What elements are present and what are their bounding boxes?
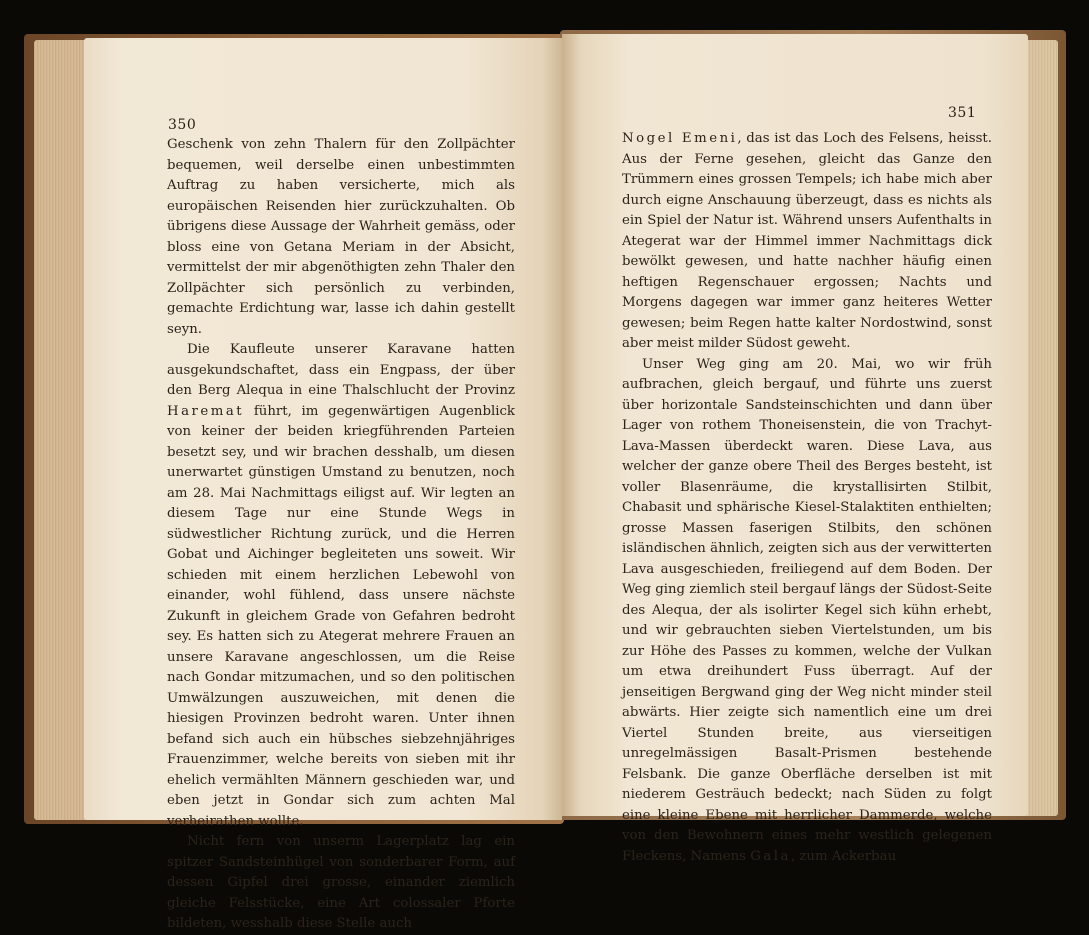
left-paragraph-2 — [167, 340, 515, 832]
right-page-text — [622, 129, 992, 867]
left-paragraph-3: Nicht fern von unserm Lagerplatz lag ein spitzer Sandsteinhügel von sonderbarer Form, auf dessen Gipfel drei grosse, einander ziemlich gleiche Felsstücke, eine Art colossaler Pforte bildeten, wesshalb diese Stelle auch — [167, 834, 515, 931]
right-paragraph-2 — [622, 355, 992, 868]
page-number-right: 351 — [948, 105, 977, 121]
place-name-gala: Gala — [750, 848, 791, 864]
left-page — [84, 38, 562, 931]
right-paragraph-1-rest: , das ist das Loch des Felsens, heisst. Aus der Ferne gesehen, gleicht das Ganze den Trümmern eines grossen Tempels; ich habe mich aber durch eigne Anschauung überzeugt, dass es nichts als ein Spiel der Natur ist. Während unsers Aufenthalts in Ategerat war der Himmel immer Nachmittags dick bewölkt gewesen, und hatte nachher häufig einen heftigen Regenschauer ergossen; Nachts und Morgens dagegen war immer ganz heiteres Wetter gewesen; beim Regen hatte kalter Nordostwind, sonst aber meist milder Südost geweht. — [622, 131, 992, 351]
right-paragraph-2-start: Unser Weg ging am 20. Mai, wo wir früh aufbrachen, gleich bergauf, und führte uns zuerst über horizontale Sandsteinschichten und dann über Lager von rothem Thoneisenstein, die von Trachyt-Lava-Massen überdeckt waren. Diese Lava, aus welcher der ganze obere Theil des Berges besteht, ist voller Blasenräume, die krystallisirten Stilbit, Chabasit und sphärische Kiesel-Stalaktiten enthielten; grosse Massen faserigen Stilbits, den schönen isländischen ähnlich, zeigten sich aus der verwitterten Lava ausgeschieden, freiliegend auf dem Boden. Der Weg ging ziemlich steil bergauf längs der Südost-Seite des Alequa, der als isolirter Kegel sich kühn erhebt, und wir gebrauchten sieben Viertelstunden, um bis zur Höhe des Passes zu kommen, welche der Vulkan um etwa dreihundert Fuss überragt. Auf der jenseitigen Bergwand ging der Weg nicht minder steil abwärts. Hier zeigte sich namentlich eine um drei Viertel Stunden breite, aus vierseitigen unregelmässigen Basalt-Prismen bestehende Felsbank. Die ganze Oberfläche derselben ist mit niederem Gesträuch bedeckt; nach Süden zu folgt eine kleine Ebene mit herrlicher Dammerde, welche von den Bewohnern eines mehr westlich gelegenen Fleckens, Namens — [622, 356, 992, 864]
left-page-text — [167, 135, 515, 935]
right-paragraph-1 — [622, 129, 992, 355]
page-edges-right — [1026, 40, 1058, 816]
province-name: Haremat — [167, 403, 245, 419]
left-paragraph-2-rest: führt, im gegenwärtigen Augenblick von keiner der beiden kriegführenden Parteien besetzt sey, und wir brachen desshalb, um diesen unerwartet günstigen Umstand zu benutzen, noch am 28. Mai Nachmittags eiligst auf. Wir legten an diesem Tage nur eine Stunde Wegs in südwestlicher Richtung zurück, und die Herren Gobat und Aichinger begleiteten uns soweit. Wir schieden mit einem herzlichen Lebewohl von einander, wohl fühlend, dass unsere nächste Zukunft in gleichem Grade von Gefahren bedroht sey. Es hatten sich zu Ategerat mehrere Frauen an unsere Karavane angeschlossen, um die Reise nach Gondar mitzumachen, und so den politischen Umwälzungen auszuweichen, mit denen die hiesigen Provinzen bedroht waren. Unter ihnen befand sich auch ein hübsches siebzehnjähriges Frauenzimmer, welche bereits von sieben mit ihr ehelich vermählten Männern geschieden war, und eben jetzt in Gondar sich zum achten Mal verheirathen wollte. — [167, 403, 515, 829]
left-paragraph-2-start: Die Kaufleute unserer Karavane hatten ausgekundschaftet, dass ein Engpass, der über den Berg Alequa in eine Thalschlucht der Provinz — [167, 342, 515, 398]
right-page — [562, 34, 1028, 864]
right-paragraph-2-rest: , zum Ackerbau — [790, 848, 897, 864]
left-paragraph-1: Geschenk von zehn Thalern für den Zollpächter bequemen, weil derselbe einen unbestimmten Auftrag zu haben versicherte, mich als europäischen Reisenden hier zurückzuhalten. Ob übrigens diese Aussage der Wahrheit gemäss, oder bloss eine von Getana Meriam in der Absicht, vermittelst der mir abgenöthigten zehn Thaler den Zollpächter sich persönlich zu verbinden, gemachte Erdichtung war, lasse ich dahin gestellt seyn. — [167, 137, 515, 337]
place-name-nogel-emeni: Nogel Emeni — [622, 131, 738, 146]
page-number-left: 350 — [168, 117, 197, 133]
